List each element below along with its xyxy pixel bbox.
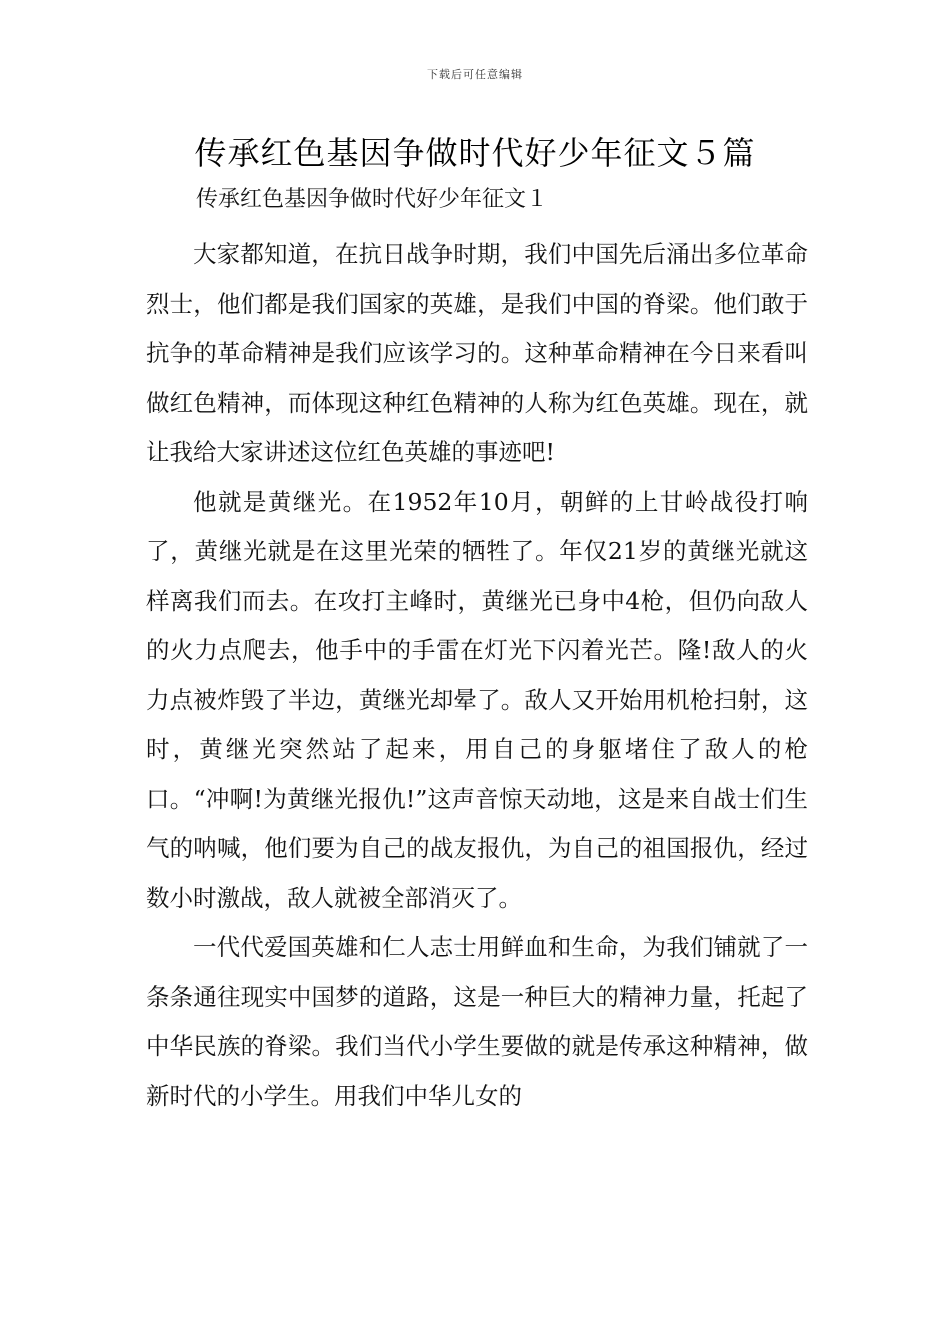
- paragraph-3: 一代代爱国英雄和仁人志士用鲜血和生命，为我们铺就了一条条通往现实中国梦的道路，这是一种巨大的精神力量，托起了中华民族的脊梁。我们当代小学生要做的就是传承这种精神，做新时代的小学生。用我们中华儿女的: [146, 933, 808, 1110]
- document-title: 传承红色基因争做时代好少年征文５篇: [194, 134, 756, 172]
- section-subtitle: 传承红色基因争做时代好少年征文１: [196, 187, 549, 212]
- header-note: 下载后可任意编辑: [427, 68, 523, 81]
- paragraph-1: 大家都知道，在抗日战争时期，我们中国先后涌出多位革命烈士，他们都是我们国家的英雄，是我们中国的脊梁。他们敢于抗争的革命精神是我们应该学习的。这种革命精神在今日来看叫做红色精神，而体现这种红色精神的人称为红色英雄。现在，就让我给大家讲述这位红色英雄的事迹吧!: [146, 240, 808, 466]
- document-body: [146, 230, 808, 1121]
- paragraph-2: 他就是黄继光。在1952年10月，朝鲜的上甘岭战役打响了，黄继光就是在这里光荣的牺牲了。年仅21岁的黄继光就这样离我们而去。在攻打主峰时，黄继光已身中4枪，但仍向敌人的火力点爬去，他手中的手雷在灯光下闪着光芒。隆!敌人的火力点被炸毁了半边，黄继光却晕了。敌人又开始用机枪扫射，这时，黄继光突然站了起来，用自己的身躯堵住了敌人的枪口。“冲啊!为黄继光报仇!”这声音惊天动地，这是来自战士们生气的呐喊，他们要为自己的战友报仇，为自己的祖国报仇，经过数小时激战，敌人就被全部消灭了。: [146, 487, 808, 912]
